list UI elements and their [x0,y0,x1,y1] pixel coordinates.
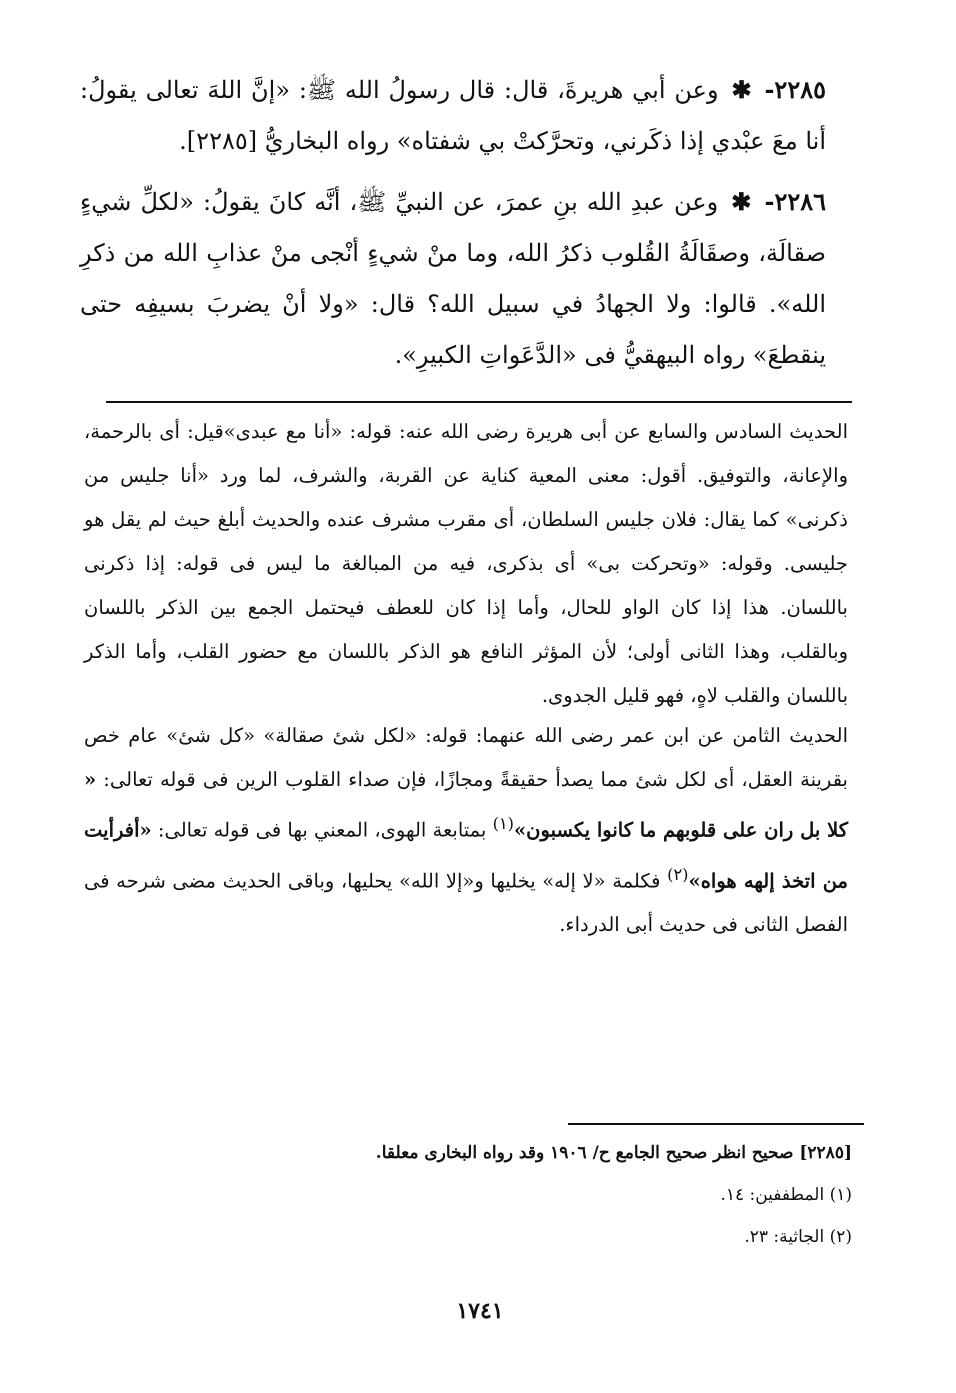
commentary-text: فكلمة «لا إله» يخليها و«إلا الله» يحليها، وباقى الحديث مضى شرحه فى الفصل الثانى فى حديث أبى الدرداء. [84,869,848,936]
footnote-divider [568,1123,864,1125]
commentary-paragraph [84,410,848,718]
hadith-text: وعن عبدِ الله بنِ عمرَ، عن النبيِّ ﷺ، أنَّه كانَ يقولُ: «لكلِّ شيءٍ صقالَة، وصقَالَةُ القُلوب ذكرُ الله، وما منْ شيءٍ أنْجى منْ عذابِ الله من ذكرِ الله». قالوا: ولا الجهادُ في سبيل الله؟ قال: «ولا أنْ يضربَ بسيفِه حتى ينقطعَ» رواه البيهقيُّ فى «الدَّعَواتِ الكبيرِ». [80,188,826,369]
hadith-2286 [80,176,826,381]
commentary-text: الحديث السادس والسابع عن أبى هريرة رضى الله عنه: قوله: «أنا مع عبدى»قيل: أى بالرحمة، والإعانة، والتوفيق. أقول: معنى المعية كناية عن القربة، والشرف، لما ورد «أنا جليس من ذكرنى» كما يقال: فلان جليس السلطان، أى مقرب مشرف عنده والحديث أبلغ حيث لم يقل هو جليسى. وقوله: «وتحركت بى» أى بذكرى، فيه من المبالغة ما ليس فى قوله: إذا ذكرنى باللسان. هذا إذا كان الواو للحال، وأما إذا كان للعطف فيحتمل الجمع بين الذكر باللسان وبالقلب، وهذا الثانى أولى؛ لأن المؤثر النافع هو الذكر باللسان مع حضور القلب، وأما الذكر باللسان والقلب لاهٍ، فهو قليل الجدوى. [84,420,848,707]
hadith-2285 [80,64,826,167]
asterisk-icon: ✱ [731,75,752,104]
commentary-text: بمتابعة الهوى، المعني بها فى قوله تعالى: [151,818,493,842]
main-divider [106,401,852,403]
asterisk-icon: ✱ [731,187,752,216]
hadith-text: وعن أبي هريرةَ، قال: قال رسولُ الله ﷺ: «إنَّ اللهَ تعالى يقولُ: أنا معَ عبْدي إذا ذكَرني، وتحرَّكتْ بي شفتاه» رواه البخاريُّ [٢٢٨٥]. [80,76,826,155]
footnote-grading: [٢٢٨٥] صحيح انظر صحيح الجامع ح/ ١٩٠٦ وقد رواه البخارى معلقا. [375,1143,852,1163]
footnote-2: (٢) الجاثية: ٢٣. [744,1227,852,1247]
hadith-number: ٢٢٨٥- [764,75,826,104]
footnotes [252,1132,852,1258]
footnote-ref: (١) [492,814,514,833]
quran-verse: «أفرأيت من اتخذ إلهه هواه» [84,818,848,892]
footnote-ref: (٢) [667,864,689,884]
commentary-text: الحديث الثامن عن ابن عمر رضى الله عنهما: قوله: «لكل شئ صقالة» «كل شئ» عام خص بقرينة العقل، أى لكل شئ مما يصدأ حقيقةً ومجازًا، فإن صداء القلوب الرين فى قوله تعالى: [84,724,848,791]
commentary-paragraph [84,714,848,947]
page-number: ١٧٤١ [456,1298,504,1324]
hadith-number: ٢٢٨٦- [764,187,826,216]
footnote-1: (١) المطففين: ١٤. [720,1185,852,1205]
quran-verse: « كلا بل ران على قلوبهم ما كانوا يكسبون» [84,768,848,842]
